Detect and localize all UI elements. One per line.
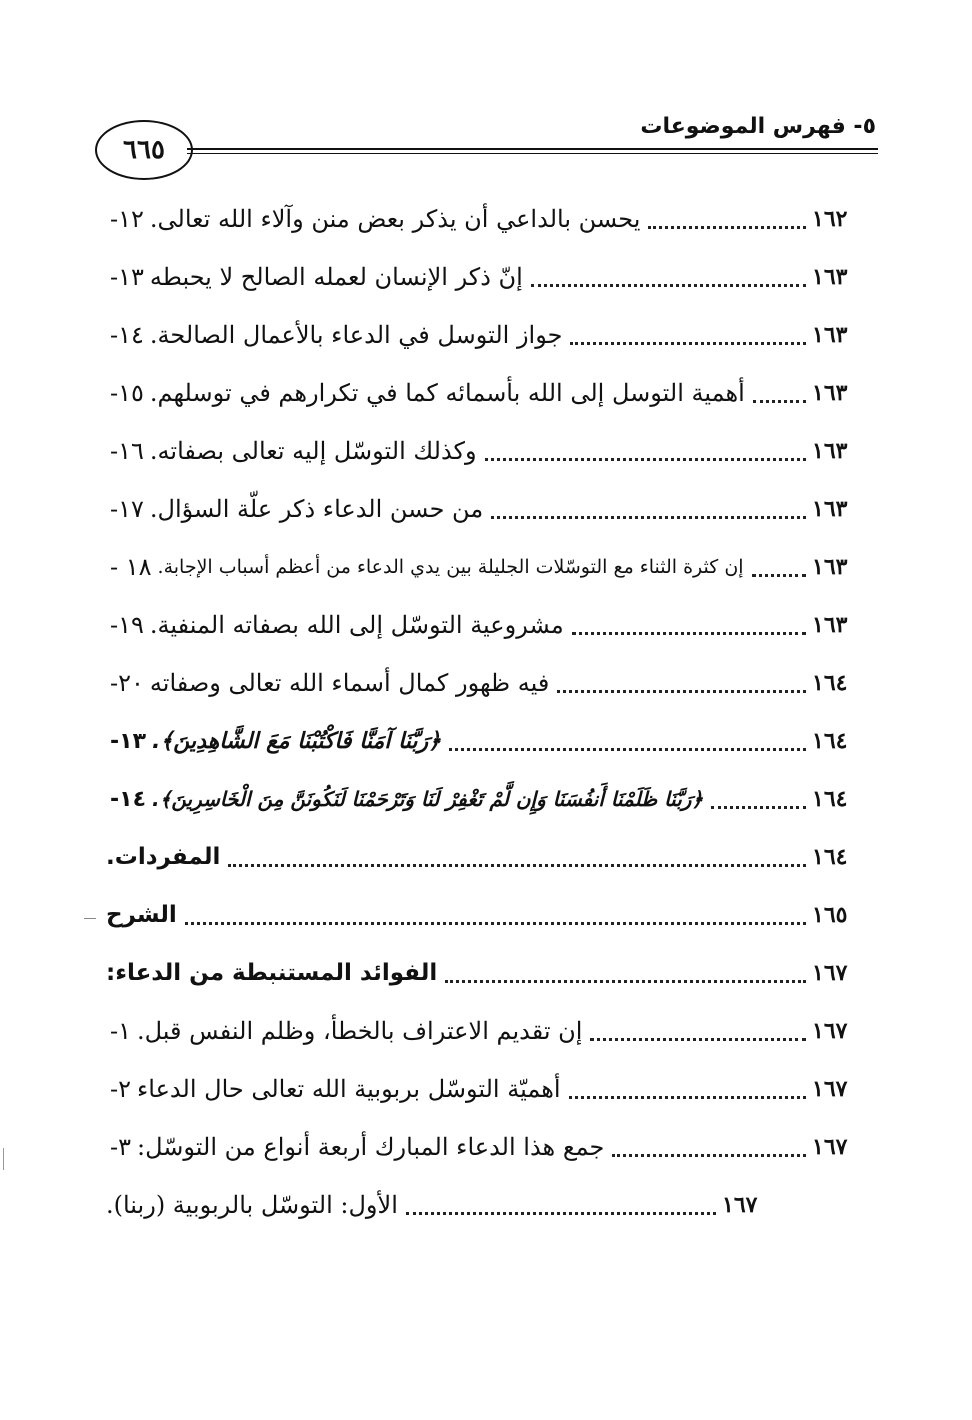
- leader-dots: [228, 864, 806, 867]
- entry-number: ١٣-: [110, 728, 146, 754]
- leader-dots: [531, 284, 806, 287]
- entry-text: إن تقديم الاعتراف بالخطأ، وظلم النفس قبل.: [137, 1017, 583, 1045]
- entry-page: ١٦٣: [812, 496, 848, 522]
- entry-number: ١٦-: [110, 437, 144, 465]
- leader-dots: [485, 458, 806, 461]
- entry-page: ١٦٧: [812, 960, 848, 986]
- heading-text: الشرح: [106, 902, 177, 928]
- entry-text: جمع هذا الدعاء المبارك أربعة أنواع من التوسّل:: [137, 1133, 605, 1161]
- entry-page: ١٦٤: [812, 786, 848, 812]
- toc-entry-heading: [100, 886, 872, 944]
- entry-text: إنّ ذكر الإنسان لعمله الصالح لا يحبطه: [149, 263, 523, 291]
- toc-entry-verse: [100, 712, 872, 770]
- entry-page: ١٦٣: [812, 438, 848, 464]
- entry-number: ٢٠-: [110, 669, 144, 697]
- leader-dots: [648, 226, 806, 229]
- toc-entry-verse: [100, 770, 872, 828]
- entry-number: ١-: [110, 1017, 131, 1045]
- entry-page: ١٦٤: [812, 670, 848, 696]
- leader-dots: [185, 922, 806, 925]
- toc-entry: [100, 480, 872, 538]
- toc-entry: [100, 190, 872, 248]
- entry-page: ١٦٧: [722, 1192, 758, 1218]
- entry-number: ١٢-: [110, 205, 144, 233]
- entry-page: ١٦٧: [812, 1018, 848, 1044]
- leader-dots: [445, 980, 806, 983]
- toc-entry: [100, 654, 872, 712]
- entry-page: ١٦٣: [812, 322, 848, 348]
- toc-entry-sub: [100, 1176, 872, 1234]
- leader-dots: [711, 806, 806, 809]
- toc-entry-heading: [100, 944, 872, 1002]
- leader-dots: [570, 342, 806, 345]
- entry-text: إن كثرة الثناء مع التوسّلات الجليلة بين يدي الدعاء من أعظم أسباب الإجابة.: [157, 556, 744, 578]
- entry-text: فيه ظهور كمال أسماء الله تعالى وصفاته: [149, 669, 550, 697]
- entry-number: ٢-: [110, 1075, 131, 1103]
- entry-page: ١٦٤: [812, 844, 848, 870]
- toc-entry: [100, 364, 872, 422]
- margin-mark: [84, 918, 96, 919]
- page-number: ٦٦٥: [123, 135, 165, 165]
- entry-number: ١٨ -: [110, 553, 152, 581]
- entry-text: من حسن الدعاء ذكر علّة السؤال.: [149, 495, 484, 523]
- entry-text: يحسن بالداعي أن يذكر بعض منن وآلاء الله تعالى.: [149, 205, 641, 233]
- toc-entry-heading: [100, 828, 872, 886]
- toc-entry: [100, 422, 872, 480]
- toc-entry: [100, 596, 872, 654]
- toc-entry: [100, 306, 872, 364]
- entry-page: ١٦٢: [812, 206, 848, 232]
- leader-dots: [752, 574, 806, 577]
- toc-entry: [100, 248, 872, 306]
- leader-dots: [491, 516, 806, 519]
- entry-page: ١٦٧: [812, 1076, 848, 1102]
- section-title: ٥- فهرس الموضوعات: [640, 114, 876, 139]
- entry-text: جواز التوسل في الدعاء بالأعمال الصالحة.: [149, 321, 563, 349]
- toc-entry: [100, 1118, 872, 1176]
- entry-page: ١٦٣: [812, 380, 848, 406]
- verse-text: ﴿رَبَّنَا آمَنَّا فَاكْتُبْنَا مَعَ الشَّاهِدِينَ﴾.: [152, 728, 442, 754]
- entry-number: ١٣-: [110, 263, 144, 291]
- entry-number: ١٤-: [110, 321, 144, 349]
- entry-page: ١٦٥: [812, 902, 848, 928]
- toc-entry: [100, 538, 872, 596]
- leader-dots: [449, 748, 806, 751]
- entry-number: ١٧-: [110, 495, 144, 523]
- leader-dots: [590, 1038, 806, 1041]
- page-header: [95, 114, 878, 190]
- entry-page: ١٦٣: [812, 554, 848, 580]
- leader-dots: [753, 400, 806, 403]
- entry-text: أهمية التوسل إلى الله بأسمائه كما في تكرارهم في توسلهم.: [149, 379, 745, 407]
- entry-text: مشروعية التوسّل إلى الله بصفاته المنفية.: [149, 611, 564, 639]
- page-number-oval: [95, 120, 193, 180]
- toc-entry: [100, 1060, 872, 1118]
- verse-text: ﴿رَبَّنَا ظَلَمْنَا أَنفُسَنَا وَإِن لَّمْ تَغْفِرْ لَنَا وَتَرْحَمْنَا لَنَكُونَنَّ مِنَ الْخَاسِرِينَ﴾.: [152, 787, 704, 811]
- toc-list: [100, 190, 872, 1234]
- entry-page: ١٦٣: [812, 264, 848, 290]
- leader-dots: [406, 1212, 716, 1215]
- leader-dots: [572, 632, 806, 635]
- entry-number: ١٥-: [110, 379, 144, 407]
- entry-text: أهميّة التوسّل بربوبية الله تعالى حال الدعاء: [137, 1075, 561, 1103]
- header-rule-thin: [187, 153, 878, 154]
- entry-page: ١٦٤: [812, 728, 848, 754]
- leader-dots: [612, 1154, 806, 1157]
- entry-text: الأول: التوسّل بالربوبية (ربنا).: [106, 1191, 398, 1219]
- entry-page: ١٦٣: [812, 612, 848, 638]
- margin-mark: [3, 1148, 5, 1170]
- entry-text: وكذلك التوسّل إليه تعالى بصفاته.: [149, 437, 477, 465]
- toc-entry: [100, 1002, 872, 1060]
- header-rule: [187, 148, 878, 150]
- heading-text: الفوائد المستنبطة من الدعاء:: [106, 960, 438, 986]
- entry-number: ١٤-: [110, 786, 146, 812]
- leader-dots: [569, 1096, 806, 1099]
- heading-text: المفردات.: [106, 844, 221, 870]
- leader-dots: [557, 690, 806, 693]
- entry-page: ١٦٧: [812, 1134, 848, 1160]
- entry-number: ٣-: [110, 1133, 131, 1161]
- entry-number: ١٩-: [110, 611, 144, 639]
